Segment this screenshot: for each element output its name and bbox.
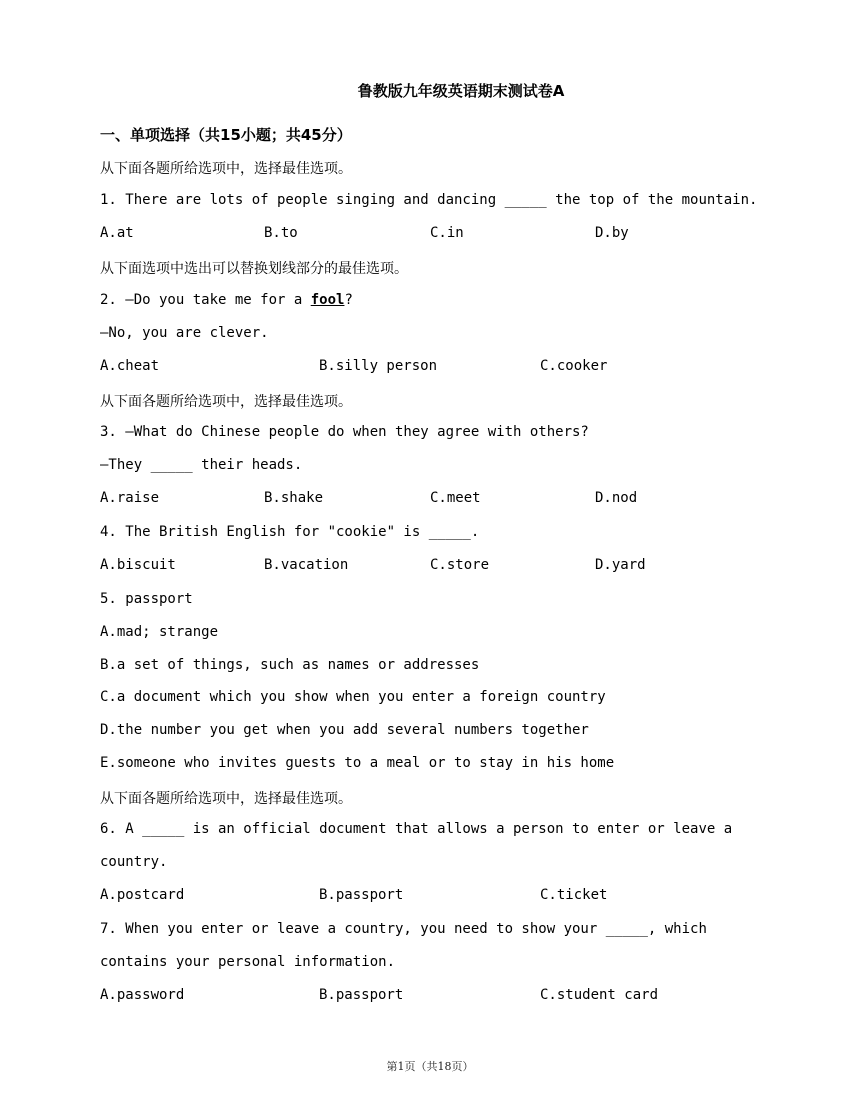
- instruction: 从下面选项中选出可以替换划线部分的最佳选项。: [100, 261, 408, 277]
- q5-option-e: E.someone who invites guests to a meal or to stay in his home: [100, 755, 615, 771]
- q2-option-a: A.cheat: [100, 358, 160, 374]
- question-6: 6. A _____ is an official document that allows a person to enter or leave a: [100, 821, 733, 837]
- question-5: 5. passport: [100, 591, 193, 607]
- q4-option-a: A.biscuit: [100, 557, 176, 573]
- question-7: 7. When you enter or leave a country, you need to show your _____, which: [100, 921, 707, 937]
- page-title: 鲁教版九年级英语期末测试卷A: [357, 82, 565, 100]
- q7-option-c: C.student card: [540, 987, 659, 1003]
- q7-option-a: A.password: [100, 987, 185, 1003]
- q2-underlined-word: fool: [310, 292, 345, 308]
- q2-prefix: 2. —Do you take me for a: [100, 292, 311, 308]
- instruction: 从下面各题所给选项中，选择最佳选项。: [100, 161, 352, 177]
- question-3-answer-line: —They _____ their heads.: [100, 457, 303, 473]
- q2-option-c: C.cooker: [540, 358, 608, 374]
- q1-option-b: B.to: [264, 225, 298, 241]
- q5-option-b: B.a set of things, such as names or addresses: [100, 657, 480, 673]
- question-6-continued: country.: [100, 854, 168, 870]
- q1-option-a: A.at: [100, 225, 134, 241]
- q5-option-d: D.the number you get when you add several numbers together: [100, 722, 589, 738]
- q6-option-c: C.ticket: [540, 887, 608, 903]
- question-7-continued: contains your personal information.: [100, 954, 396, 970]
- q2-option-b: B.silly person: [319, 358, 438, 374]
- q3-option-d: D.nod: [595, 490, 638, 506]
- q1-option-d: D.by: [595, 225, 629, 241]
- section-heading: 一、单项选择（共15小题；共45分）: [100, 126, 352, 144]
- question-1: 1. There are lots of people singing and dancing _____ the top of the mountain.: [100, 192, 758, 208]
- question-2: [100, 292, 353, 308]
- q7-option-b: B.passport: [319, 987, 404, 1003]
- q3-option-a: A.raise: [100, 490, 160, 506]
- q6-option-a: A.postcard: [100, 887, 185, 903]
- q4-option-b: B.vacation: [264, 557, 349, 573]
- q3-option-b: B.shake: [264, 490, 324, 506]
- instruction: 从下面各题所给选项中，选择最佳选项。: [100, 394, 352, 410]
- q5-option-a: A.mad; strange: [100, 624, 219, 640]
- q1-option-c: C.in: [430, 225, 464, 241]
- q4-option-c: C.store: [430, 557, 490, 573]
- q3-option-c: C.meet: [430, 490, 481, 506]
- q6-option-b: B.passport: [319, 887, 404, 903]
- question-2-answer-line: —No, you are clever.: [100, 325, 269, 341]
- q2-suffix: ?: [344, 292, 353, 308]
- q4-option-d: D.yard: [595, 557, 646, 573]
- question-4: 4. The British English for "cookie" is _____.: [100, 524, 480, 540]
- page-footer: 第1页（共18页）: [386, 1060, 474, 1073]
- question-3: 3. —What do Chinese people do when they agree with others?: [100, 424, 589, 440]
- instruction: 从下面各题所给选项中，选择最佳选项。: [100, 791, 352, 807]
- q5-option-c: C.a document which you show when you enter a foreign country: [100, 689, 606, 705]
